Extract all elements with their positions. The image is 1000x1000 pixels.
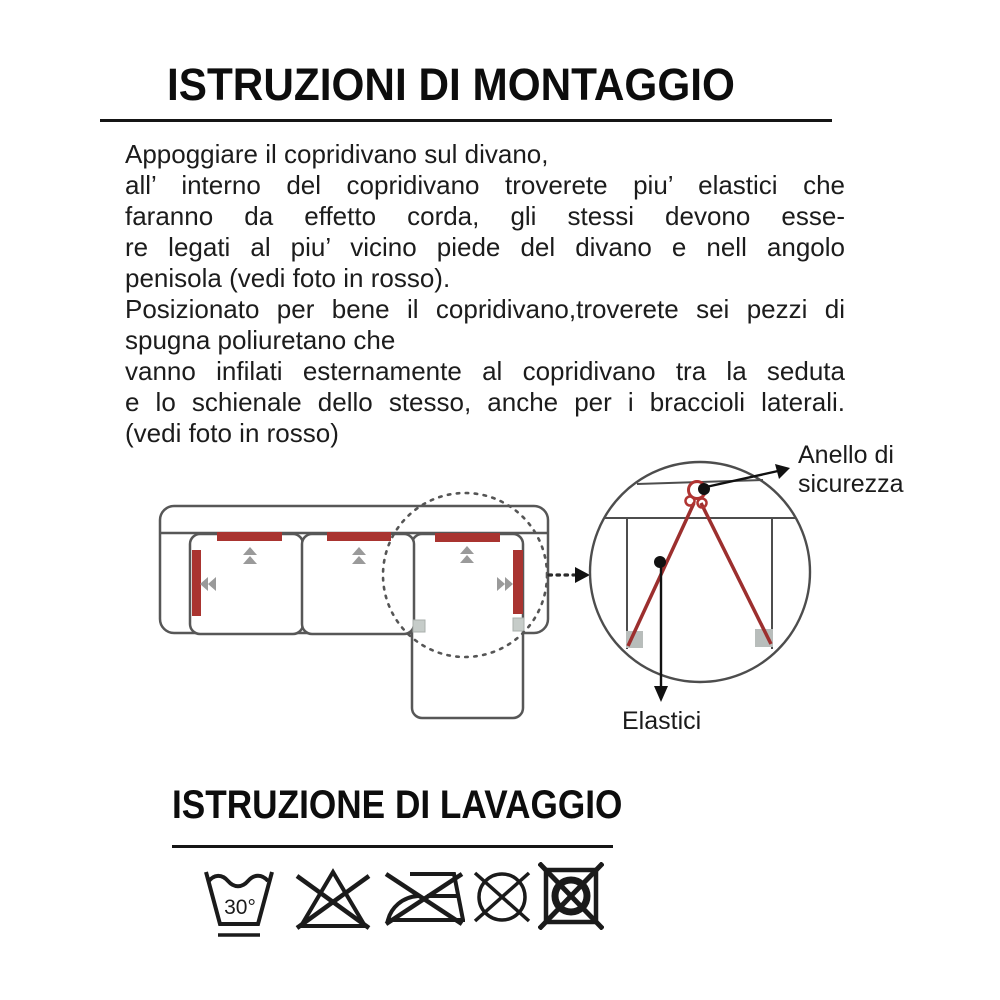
page-title-lavaggio: ISTRUZIONE DI LAVAGGIO <box>172 783 623 827</box>
ring-point-dot <box>698 483 710 495</box>
elastic-band <box>327 532 391 541</box>
elastic-band <box>513 550 523 614</box>
title-underline <box>100 119 832 122</box>
wash-temperature: 30° <box>224 896 256 919</box>
detail-circle <box>590 462 810 682</box>
foot-square <box>413 620 425 632</box>
paragraph-line: penisola (vedi foto in rosso). <box>125 263 451 293</box>
safety-ring-label: Anello di sicurezza <box>798 441 904 498</box>
elastic-band <box>435 533 500 542</box>
assembly-instructions-paragraph <box>125 139 845 449</box>
paragraph-line: all’ interno del copridivano troverete piu’ elastici che <box>125 170 845 200</box>
zoom-arrowhead-icon <box>575 567 590 583</box>
paragraph-line: e lo schienale dello stesso, anche per i braccioli laterali. <box>125 387 845 417</box>
paragraph-line: faranno da effetto corda, gli stessi devono esse- <box>125 201 845 231</box>
do-not-dry-clean-icon <box>472 870 532 926</box>
title-underline <box>172 845 613 848</box>
page-title-montaggio: ISTRUZIONI DI MONTAGGIO <box>167 59 735 110</box>
elastics-label: Elastici <box>622 707 702 735</box>
ring-pointer-arrowhead-icon <box>775 464 790 479</box>
detail-view <box>590 462 810 702</box>
elastic-band <box>217 532 282 541</box>
paragraph-line: re legati al piu’ vicino piede del divano e nell angolo <box>125 232 845 262</box>
paragraph-line: (vedi foto in rosso) <box>125 418 339 448</box>
do-not-bleach-icon <box>293 866 373 932</box>
do-not-tumble-dry-icon <box>538 862 604 930</box>
wash-30-gentle-icon <box>199 868 281 940</box>
paragraph-line: spugna poliuretano che <box>125 325 396 355</box>
paragraph-line: Appoggiare il copridivano sul divano, <box>125 139 549 169</box>
elastic-band <box>192 550 201 616</box>
do-not-iron-icon <box>383 866 465 932</box>
paragraph-line: vanno infilati esternamente al copridivano tra la seduta <box>125 356 845 386</box>
foot-square <box>513 618 524 631</box>
elastici-pointer-arrowhead-icon <box>654 686 668 702</box>
paragraph-line: Posizionato per bene il copridivano,troverete sei pezzi di <box>125 294 845 324</box>
